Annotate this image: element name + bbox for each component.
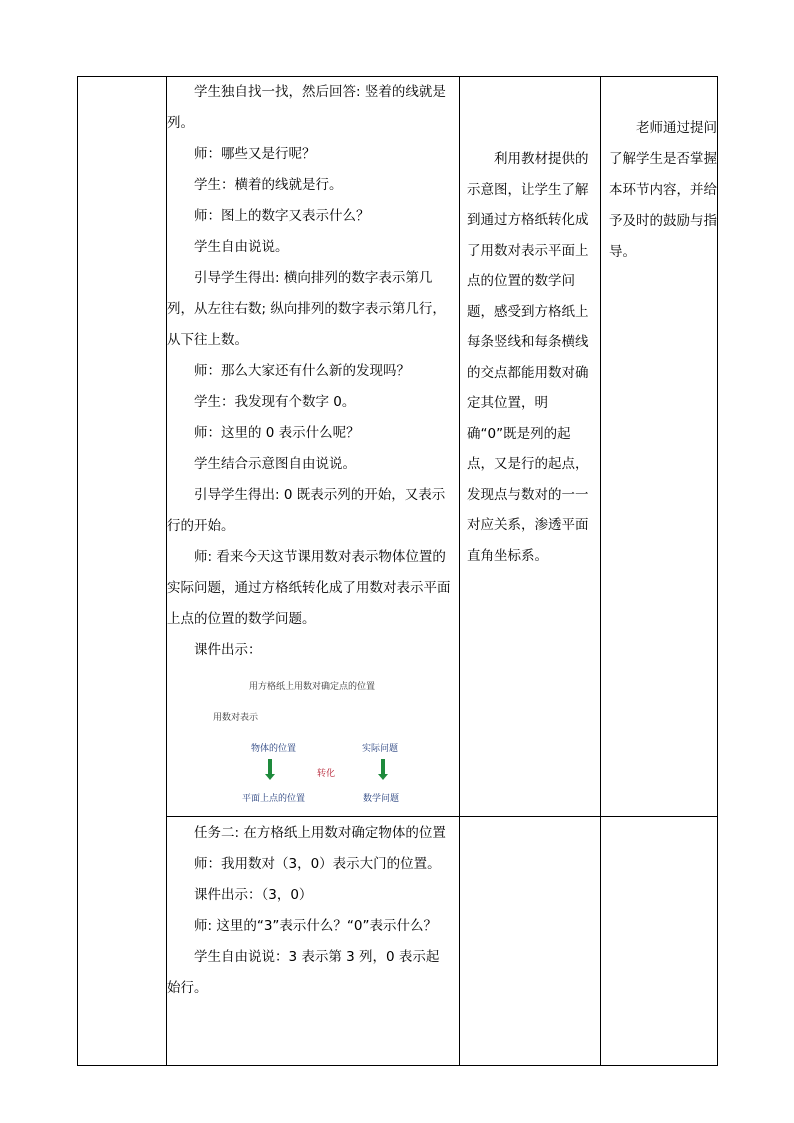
paragraph: 师：这里的 0 表示什么呢？ bbox=[194, 425, 360, 441]
paragraph: 师：图上的数字又表示什么？ bbox=[194, 208, 370, 224]
task-two-cell bbox=[167, 818, 451, 1004]
courseware-slide bbox=[191, 677, 411, 805]
lesson-plan-table bbox=[77, 76, 718, 1066]
design-intent-text: 利用教材提供的示意图，让学生了解到通过方格纸转化成了用数对表示平面上点的位置的数学问题，感受到方格纸上每条竖线和每条横线的交点都能用数对确定其位置，明确“0”既是列的起点，又是行的起点，发现点与数对的一一对应关系，渗透平面直角坐标系。 bbox=[467, 151, 589, 564]
row-divider bbox=[166, 816, 717, 817]
paragraph: 学生结合示意图自由说说。 bbox=[194, 456, 356, 472]
paragraph: 学生独自找一找，然后回答: 竖着的线就是列。 bbox=[167, 84, 446, 131]
paragraph: 课件出示：（3，0） bbox=[194, 887, 313, 903]
evaluation-cell bbox=[609, 113, 717, 268]
paragraph: 师：那么大家还有什么新的发现吗？ bbox=[194, 363, 410, 379]
slide-subtitle: 用数对表示 bbox=[213, 713, 259, 723]
paragraph: 学生自由说说。 bbox=[194, 239, 289, 255]
column-divider bbox=[459, 77, 460, 1065]
paragraph: 引导学生得出: 横向排列的数字表示第几列，从左往右数; 纵向排列的数字表示第几行，从下往上数。 bbox=[167, 270, 446, 348]
slide-object-position: 物体的位置 bbox=[251, 744, 297, 754]
paragraph: 学生自由说说：3 表示第 3 列，0 表示起始行。 bbox=[167, 949, 440, 996]
slide-real-problem: 实际问题 bbox=[362, 744, 399, 754]
paragraph: 师：我用数对（3，0）表示大门的位置。 bbox=[194, 856, 441, 872]
teaching-process-cell bbox=[167, 77, 457, 666]
paragraph: 学生：横着的线就是行。 bbox=[194, 177, 343, 193]
slide-title: 用方格纸上用数对确定点的位置 bbox=[249, 682, 376, 692]
paragraph: 师: 看来今天这节课用数对表示物体位置的实际问题，通过方格纸转化成了用数对表示平面上点的位置的数学问题。 bbox=[167, 549, 451, 627]
slide-transform-label: 转化 bbox=[317, 769, 336, 779]
paragraph: 任务二: 在方格纸上用数对确定物体的位置 bbox=[194, 825, 446, 841]
column-divider bbox=[600, 77, 601, 1065]
paragraph: 师：哪些又是行呢？ bbox=[194, 146, 316, 162]
slide-math-problem: 数学问题 bbox=[363, 794, 400, 804]
paragraph: 引导学生得出: 0 既表示列的开始，又表示行的开始。 bbox=[167, 487, 446, 534]
design-intent-cell bbox=[467, 144, 595, 571]
paragraph: 学生：我发现有个数字 0。 bbox=[194, 394, 356, 410]
paragraph: 课件出示： bbox=[194, 642, 262, 658]
slide-plane-point-position: 平面上点的位置 bbox=[242, 794, 306, 804]
evaluation-text: 老师通过提问了解学生是否掌握本环节内容，并给予及时的鼓励与指导。 bbox=[609, 120, 717, 260]
paragraph: 师: 这里的“3”表示什么？“0”表示什么？ bbox=[194, 918, 437, 934]
